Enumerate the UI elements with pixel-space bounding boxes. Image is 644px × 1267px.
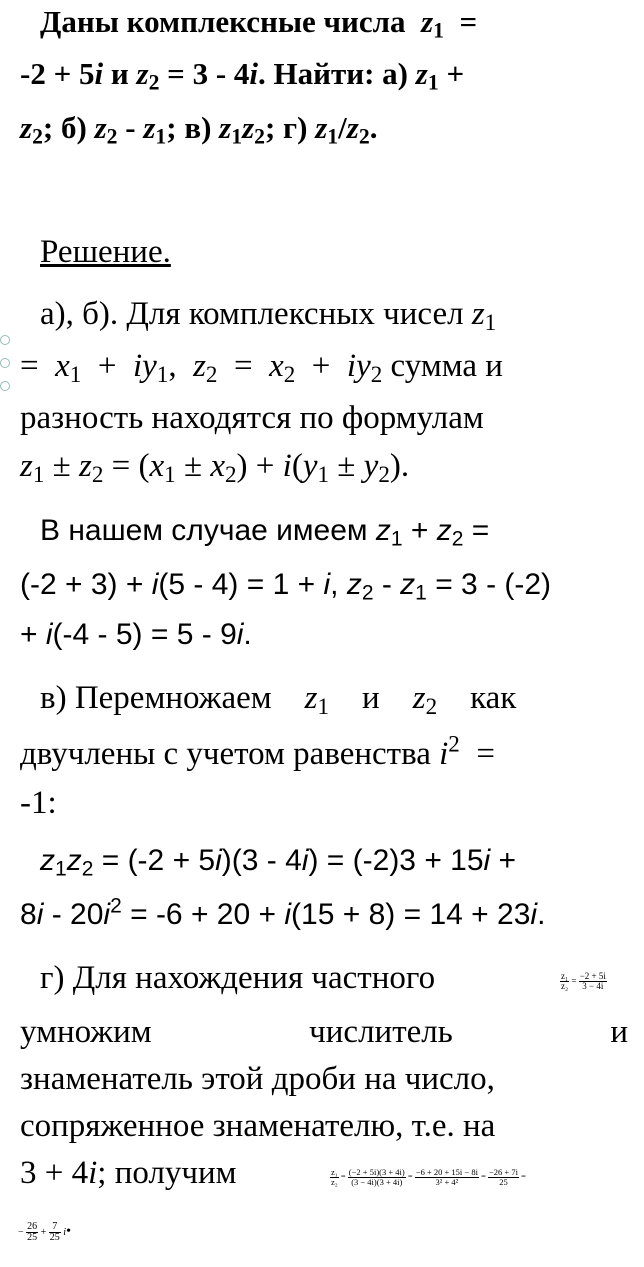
subscript: 1: [327, 124, 339, 149]
var-i: i: [151, 568, 159, 601]
subscript: 2: [378, 460, 390, 487]
fraction-denominator: (3 − 4i)(3 + 4i): [351, 1176, 403, 1187]
para-case-line-1: В нашем случае имеем $z_1 + z_2$ =: [40, 514, 490, 551]
subscript: 1: [427, 70, 439, 95]
subscript: 1: [317, 692, 330, 719]
problem-text: и: [103, 56, 137, 91]
problem-line-2: [20, 56, 465, 95]
var-z: z: [143, 110, 156, 145]
slash: /: [338, 110, 347, 145]
fraction-denominator: 25: [499, 1176, 508, 1187]
plus-sign: +: [438, 56, 465, 91]
margin-marker: [0, 381, 10, 391]
var-z: z: [79, 448, 92, 484]
fraction-z1-over-z2: [560, 972, 607, 991]
problem-line-1: [40, 4, 478, 43]
fraction-numerator: −26 + 7i: [488, 1167, 518, 1177]
paragraph-text: - 20: [43, 898, 104, 931]
paragraph-text: (-4 - 5) = 5 - 9: [52, 618, 237, 651]
var-i: i: [36, 898, 44, 931]
var-z: z: [471, 296, 485, 332]
fraction: [330, 1168, 339, 1186]
fraction-numerator: −2 + 5i: [579, 971, 606, 981]
para-ab-line-2: = $x_1 + iy_1$, $z_2 = x_2 + iy_2$ сумма и: [20, 348, 503, 387]
paragraph-text: в) Перемножаем: [40, 680, 280, 716]
var-z: z: [415, 56, 428, 91]
fraction: [579, 972, 607, 991]
var-x: x: [269, 348, 284, 384]
subscript: 2: [148, 70, 160, 95]
paragraph-text: = (: [103, 448, 150, 484]
equals-sign: =: [481, 1170, 486, 1181]
para-ab-line-1: [40, 296, 497, 335]
problem-text: ; в): [166, 110, 220, 145]
subscript: 1: [69, 360, 82, 387]
paragraph-text: и: [353, 680, 388, 716]
var-i: i: [530, 898, 538, 931]
equals-sign: =: [459, 4, 478, 39]
minus-sign: -: [373, 568, 401, 601]
subscript: 1: [155, 124, 167, 149]
fraction-denominator: z₂: [561, 981, 569, 991]
fraction-numerator: 26: [27, 1221, 38, 1232]
var-i: i: [103, 898, 111, 931]
fraction-denominator: 25: [27, 1232, 38, 1243]
paragraph-text: = 3 - (-2): [426, 568, 552, 601]
var-x: x: [210, 448, 225, 484]
minus-sign: -: [117, 110, 144, 145]
subscript: 2: [81, 857, 94, 881]
paragraph-text: )(3 - 4: [221, 844, 302, 877]
subscript: 1: [390, 527, 403, 551]
subscript: 1: [55, 857, 67, 881]
paragraph-text: (-2 + 3) +: [20, 568, 152, 601]
subscript: 2: [425, 692, 438, 719]
para-ab-line-3: разность находятся по формулам: [20, 400, 484, 436]
var-i: i: [301, 844, 309, 877]
subscript: 2: [225, 460, 237, 487]
paragraph-text: и: [610, 1014, 628, 1050]
period: .: [369, 110, 378, 145]
equals-sign: =: [521, 1170, 526, 1181]
equals-sign: =: [340, 1170, 346, 1181]
paragraph-text: ,: [330, 568, 347, 601]
paragraph-text: = (-2 + 5: [93, 844, 216, 877]
paragraph-text: двучлены с учетом равенства: [20, 736, 440, 772]
paragraph-text: (15 + 8) = 14 + 23: [291, 898, 531, 931]
paragraph-text: =: [468, 736, 495, 772]
fraction: [26, 1222, 38, 1243]
problem-text: ; г): [264, 110, 316, 145]
var-i: i: [236, 618, 244, 651]
subscript: 2: [358, 124, 370, 149]
var-iy: iy: [132, 348, 157, 384]
subscript: 2: [106, 124, 118, 149]
fraction-numerator: z₁: [331, 1167, 338, 1177]
paragraph-text: (5 - 4) = 1 +: [158, 568, 324, 601]
var-z: z: [219, 110, 232, 145]
equals-sign: =: [571, 975, 577, 986]
paragraph-text: .: [243, 618, 252, 651]
var-z: z: [94, 110, 107, 145]
superscript: 2: [110, 894, 122, 918]
fraction-numerator: (−2 + 5i)(3 + 4i): [348, 1167, 405, 1177]
problem-text: -2 + 5: [20, 56, 95, 91]
var-y: y: [363, 448, 379, 484]
var-z: z: [20, 110, 33, 145]
paragraph-text: .: [537, 898, 546, 931]
fraction-denominator: 3 − 4i: [582, 981, 604, 991]
var-i: i: [45, 618, 53, 651]
fraction: [488, 1168, 519, 1186]
var-i: i: [63, 1226, 67, 1238]
var-i: i: [282, 448, 292, 484]
final-result: [18, 1222, 71, 1243]
fraction-numerator: z₁: [561, 971, 569, 981]
problem-text: ; б): [42, 110, 95, 145]
var-z: z: [346, 568, 362, 601]
var-i: i: [284, 898, 292, 931]
fraction-denominator: z₂: [331, 1176, 338, 1187]
fraction: [415, 1168, 479, 1186]
paragraph-text: (: [291, 448, 303, 484]
plus-minus: ±: [329, 448, 364, 484]
fraction: [348, 1168, 406, 1186]
paragraph-text: умножим: [20, 1014, 152, 1050]
paragraph-text: +: [20, 618, 46, 651]
var-z: z: [66, 844, 82, 877]
var-i: i: [483, 844, 491, 877]
paragraph-text: ; получим: [97, 1155, 237, 1191]
superscript: 2: [448, 730, 460, 757]
var-y: y: [302, 448, 318, 484]
subscript: 1: [164, 460, 176, 487]
var-z: z: [436, 514, 452, 547]
subscript: 2: [370, 360, 383, 387]
var-z: z: [242, 110, 255, 145]
para-case-line-3: [20, 620, 252, 650]
mult-line-1: [40, 844, 517, 881]
fraction-chain: [330, 1168, 526, 1186]
var-i: i: [94, 56, 104, 91]
var-z: z: [20, 448, 33, 484]
subscript: 1: [156, 360, 169, 387]
para-g-line-1: г) Для нахождения частного: [40, 960, 436, 996]
var-z: z: [136, 56, 149, 91]
var-z: z: [40, 844, 55, 877]
para-v-line-3: -1:: [20, 785, 57, 821]
subscript: 1: [317, 460, 330, 487]
para-v-line-1: [40, 680, 630, 719]
var-z: z: [193, 348, 206, 384]
para-g-line-2: [20, 1016, 628, 1049]
minus-sign: −: [18, 1226, 24, 1238]
para-case-line-2: [20, 568, 552, 605]
var-z: z: [315, 110, 328, 145]
mult-line-2: [20, 894, 546, 931]
margin-marker: [0, 358, 10, 368]
paragraph-text: 3 + 4: [20, 1155, 89, 1191]
plus-sign: +: [40, 1226, 47, 1238]
var-x: x: [55, 348, 70, 384]
subscript: 1: [484, 308, 497, 335]
fraction-denominator: 3² + 4²: [435, 1176, 459, 1187]
fraction-denominator: 25: [49, 1232, 60, 1243]
subscript: 2: [361, 581, 374, 605]
var-i: i: [249, 56, 259, 91]
subscript: 2: [91, 460, 104, 487]
fraction: [49, 1222, 61, 1243]
plus-minus: ±: [175, 448, 211, 484]
var-x: x: [149, 448, 165, 484]
paragraph-text: сумма и: [382, 348, 503, 384]
para-v-line-2: [20, 730, 495, 772]
var-z: z: [412, 680, 426, 716]
para-ab-line-4: [20, 448, 410, 487]
subscript: 2: [254, 124, 265, 149]
subscript: 1: [231, 124, 243, 149]
var-z: z: [304, 680, 318, 716]
var-z: z: [400, 568, 416, 601]
equals-sign: =: [407, 1170, 413, 1181]
para-g-line-5: [20, 1157, 237, 1190]
subscript: 2: [283, 360, 296, 387]
para-g-line-3: знаменатель этой дроби на число,: [20, 1061, 495, 1097]
var-i: i: [439, 736, 449, 772]
var-i: i: [323, 568, 331, 601]
paragraph-text: В нашем случае имеем: [40, 514, 376, 547]
paragraph-text: числитель: [309, 1014, 453, 1050]
subscript: 2: [451, 527, 464, 551]
paragraph-text: +: [490, 844, 517, 877]
paragraph-text: = -6 + 20 +: [121, 898, 285, 931]
var-i: i: [88, 1155, 98, 1191]
problem-line-3: [20, 110, 378, 149]
problem-text: = 3 - 4: [159, 56, 250, 91]
bullet-dot: •: [66, 1223, 71, 1239]
var-z: z: [421, 4, 434, 39]
var-i: i: [215, 844, 222, 877]
paragraph-text: ).: [389, 448, 410, 484]
equals-sign: =: [20, 348, 39, 384]
para-g-line-4: сопряженное знаменателю, т.е. на: [20, 1108, 496, 1144]
var-z: z: [375, 514, 391, 547]
paragraph-text: ) +: [236, 448, 283, 484]
subscript: 1: [433, 18, 444, 43]
fraction-numerator: 7: [49, 1222, 61, 1233]
paragraph-text: 8: [20, 898, 37, 931]
fraction: [560, 972, 569, 991]
subscript: 2: [32, 124, 43, 149]
solution-heading: Решение.: [40, 234, 171, 270]
fraction-numerator: −6 + 20 + 15i − 8i: [415, 1167, 478, 1177]
var-iy: iy: [346, 348, 371, 384]
problem-text: Даны комплексные числа: [40, 4, 406, 39]
margin-marker: [0, 335, 10, 345]
paragraph-text: как: [461, 680, 517, 716]
subscript: 2: [205, 360, 218, 387]
var-z: z: [346, 110, 359, 145]
problem-text: . Найти: а): [258, 56, 416, 91]
paragraph-text: ) = (-2)3 + 15: [308, 844, 484, 877]
plus-minus: ±: [44, 448, 80, 484]
subscript: 1: [415, 581, 427, 605]
subscript: 1: [32, 460, 45, 487]
paragraph-text: а), б). Для комплексных чисел: [40, 296, 472, 332]
